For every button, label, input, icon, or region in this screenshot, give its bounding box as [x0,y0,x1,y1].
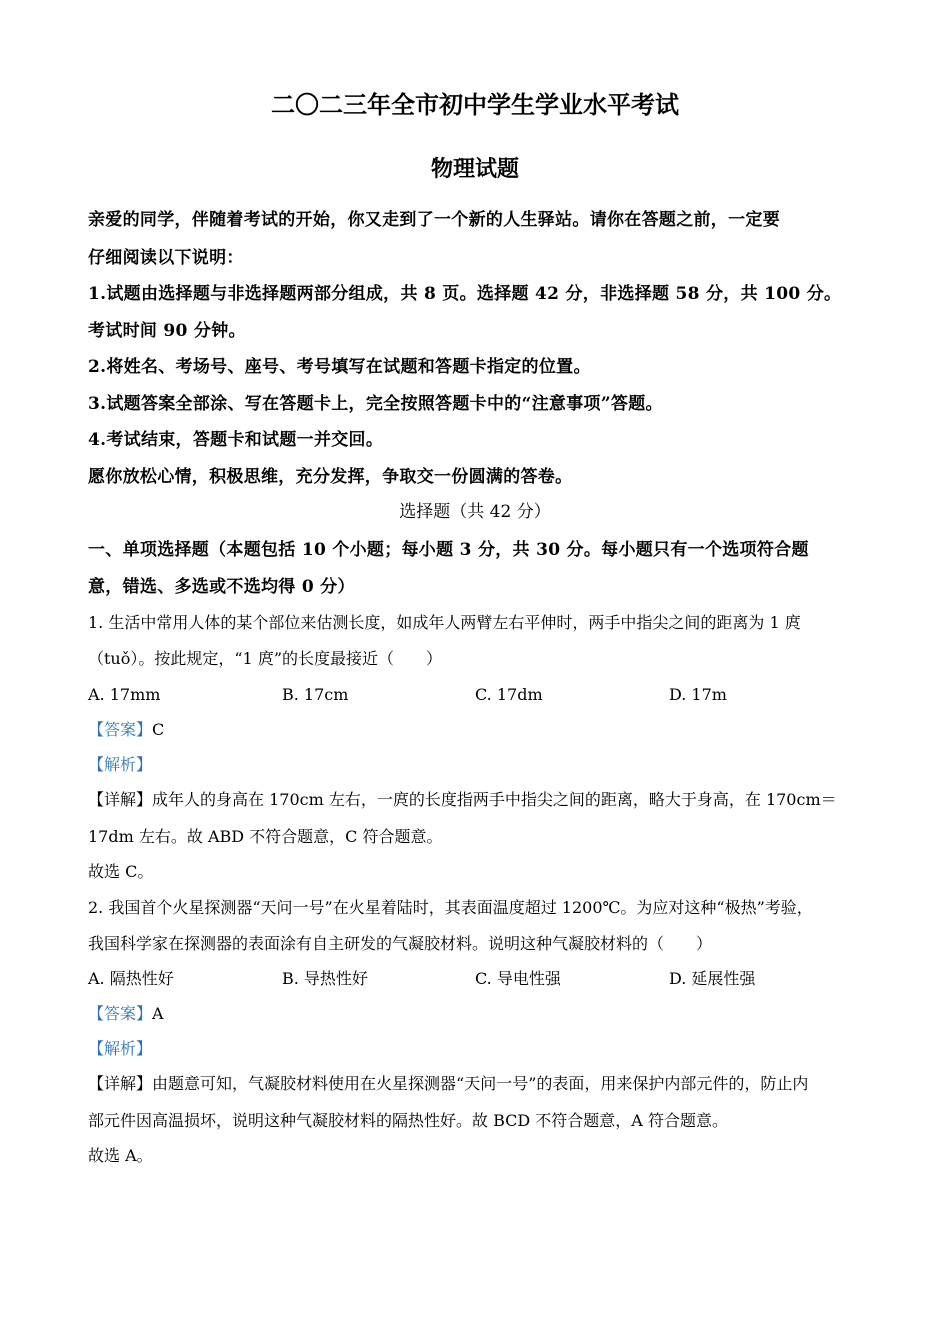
intro-line-1: 亲爱的同学，伴随着考试的开始，你又走到了一个新的人生驿站。请你在答题之前，一定要 [88,210,780,230]
rule-4: 4.考试结束，答题卡和试题一并交回。 [88,430,384,450]
q1-detail-1 [88,789,837,811]
q2-answer-value: A [152,1004,164,1023]
part1-heading-a: 一、单项选择题（本题包括 10 个小题；每小题 3 分，共 30 分。每小题只有一个选项符合题 [88,540,809,560]
q2-answer [88,1003,164,1025]
section-title: 选择题（共 42 分） [399,502,551,522]
q1-detail-2: 17dm 左右。故 ABD 不符合题意，C 符合题意。 [88,827,443,846]
q1-analysis [88,754,152,776]
analysis-label: 【解析】 [88,755,153,774]
q1-answer-value: C [152,720,165,739]
q2-detail-1 [88,1073,808,1095]
closing-line: 愿你放松心情，积极思维，充分发挥，争取交一份圆满的答卷。 [88,467,573,487]
q1-stem-1: 1. 生活中常用人体的某个部位来估测长度，如成年人两臂左右平伸时，两手中指尖之间的距离为 1 庹 [88,613,801,632]
q1-option-c: C. 17dm [475,685,543,704]
q1-option-b: B. 17cm [282,685,349,704]
q2-analysis [88,1038,152,1060]
q1-detail-text-1: 成年人的身高在 170cm 左右，一庹的长度指两手中指尖之间的距离，略大于身高，在 170cm＝ [152,790,837,809]
q2-option-d: D. 延展性强 [669,969,756,988]
q1-option-d: D. 17m [669,685,727,704]
exam-title: 二〇二三年全市初中学生学业水平考试 [271,90,679,119]
part1-heading-b: 意，错选、多选或不选均得 0 分） [88,577,355,597]
q1-stem-2: （tuǒ）。按此规定，“1 庹”的长度最接近（ ） [88,649,442,668]
rule-1a: 1.试题由选择题与非选择题两部分组成，共 8 页。选择题 42 分，非选择题 58 分，共 100 分。 [88,284,842,304]
answer-label: 【答案】 [88,1004,153,1023]
subject-title: 物理试题 [430,156,519,182]
q2-option-c: C. 导电性强 [475,969,561,988]
q2-option-a: A. 隔热性好 [88,969,174,988]
detail-label: 【详解】 [88,1074,153,1093]
q2-option-b: B. 导热性好 [282,969,368,988]
answer-label: 【答案】 [88,720,153,739]
rule-2: 2.将姓名、考场号、座号、考号填写在试题和答题卡指定的位置。 [88,357,591,377]
q2-stem-2: 我国科学家在探测器的表面涂有自主研发的气凝胶材料。说明这种气凝胶材料的（ ） [88,934,713,953]
q1-answer [88,719,164,741]
q2-conclusion: 故选 A。 [88,1146,153,1165]
intro-line-2: 仔细阅读以下说明： [88,248,244,268]
q2-detail-text-1: 由题意可知，气凝胶材料使用在火星探测器“天问一号”的表面，用来保护内部元件的，防止内 [152,1074,809,1093]
q2-stem-1: 2. 我国首个火星探测器“天问一号”在火星着陆时，其表面温度超过 1200℃。为应对这种“极热”考验， [88,898,813,917]
q1-conclusion: 故选 C。 [88,862,154,881]
rule-3: 3.试题答案全部涂、写在答题卡上，完全按照答题卡中的“注意事项”答题。 [88,394,663,414]
q2-detail-2: 部元件因高温损坏，说明这种气凝胶材料的隔热性好。故 BCD 不符合题意，A 符合题意。 [88,1111,728,1130]
rule-1b: 考试时间 90 分钟。 [88,321,246,341]
analysis-label: 【解析】 [88,1039,153,1058]
q1-option-a: A. 17mm [88,685,161,704]
detail-label: 【详解】 [88,790,153,809]
